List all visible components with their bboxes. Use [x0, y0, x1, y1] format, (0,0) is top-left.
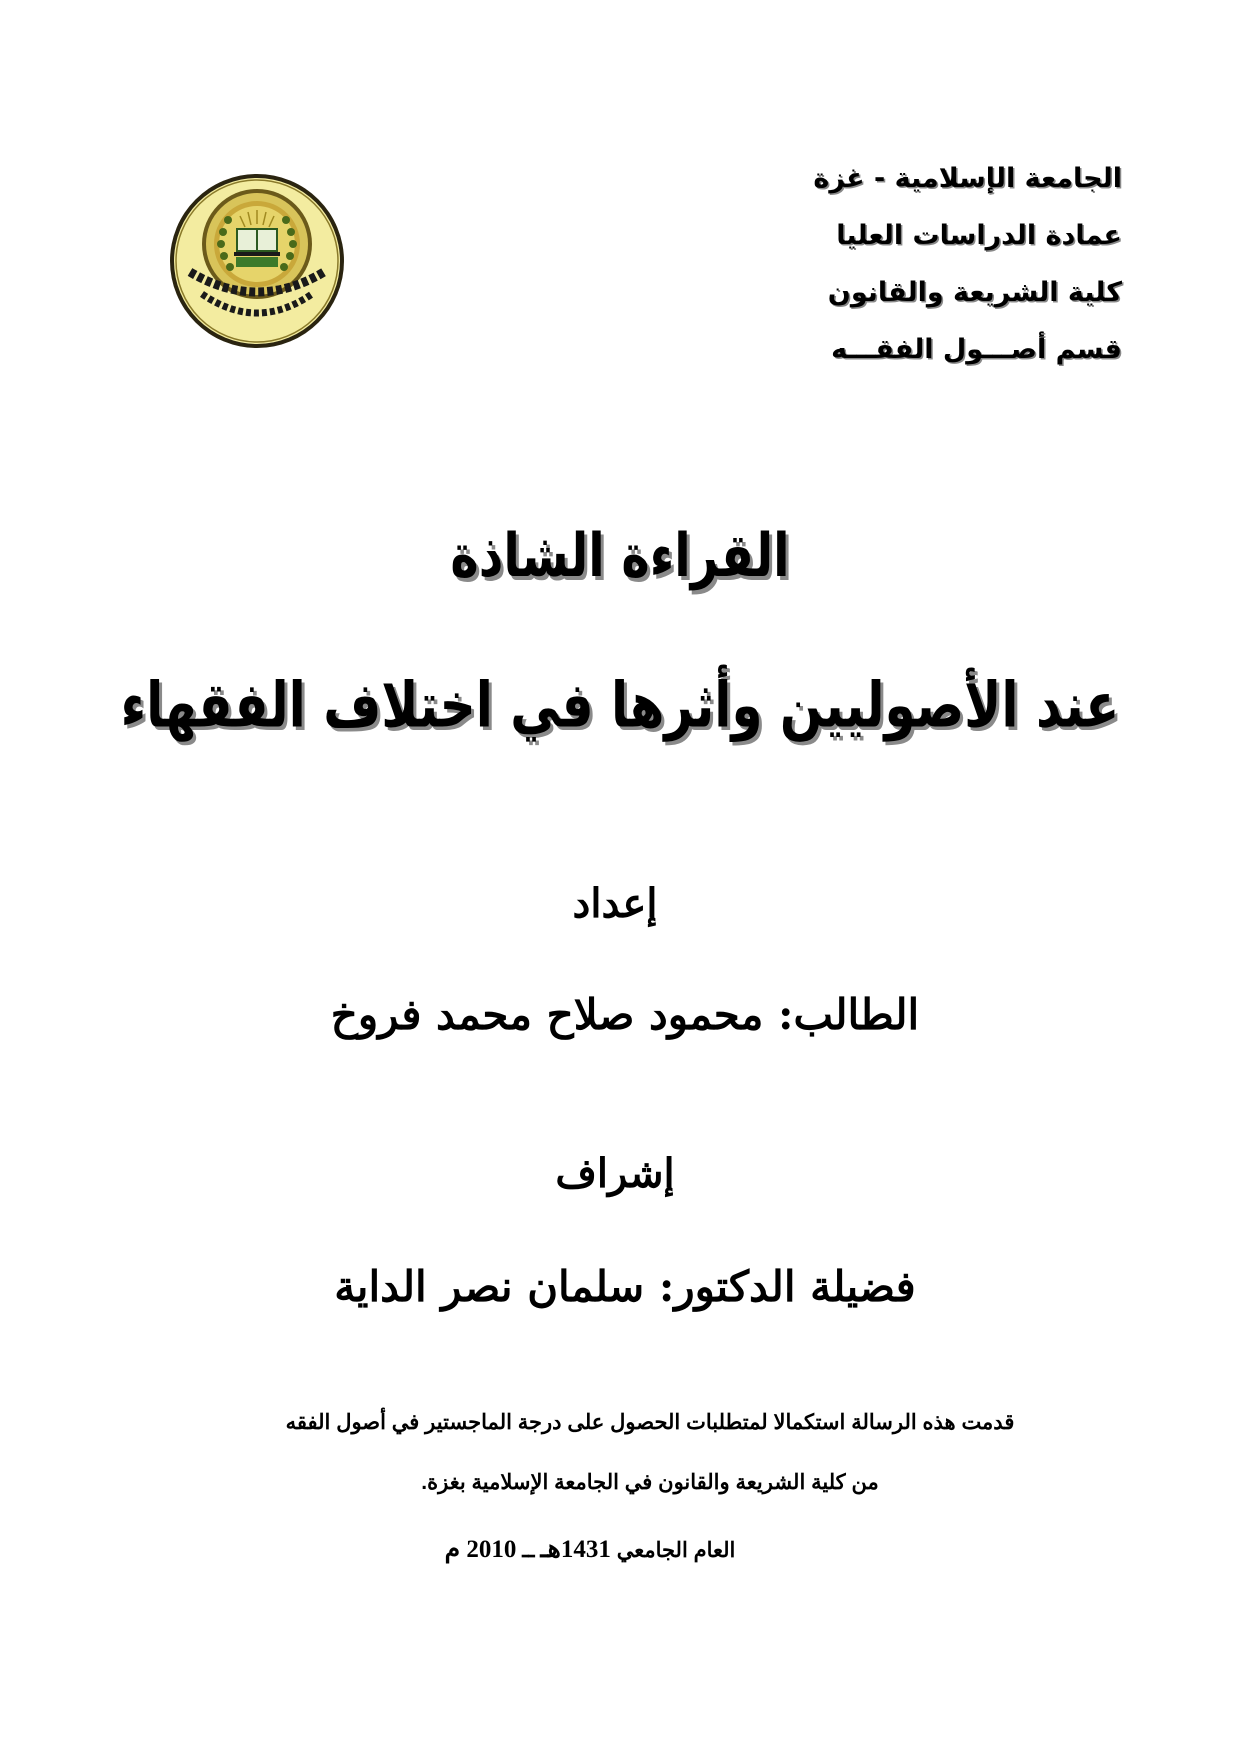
- university-name: الجامعة الإسلامية - غزة: [813, 163, 1122, 194]
- student-name: الطالب: محمود صلاح محمد فروخ: [330, 990, 920, 1039]
- hijri-year: 1431هـ: [540, 1536, 611, 1563]
- department-name: قسم أصـــول الفقـــه: [831, 334, 1122, 365]
- year-separator: ــ: [522, 1539, 535, 1562]
- thesis-title-line-1: القراءة الشاذة: [450, 521, 790, 591]
- submission-note-line-2: من كلية الشريعة والقانون في الجامعة الإسلامية بغزة.: [421, 1471, 879, 1494]
- faculty-name: كلية الشريعة والقانون: [827, 277, 1122, 308]
- submission-note-line-1: قدمت هذه الرسالة استكمالا لمتطلبات الحصول على درجة الماجستير في أصول الفقه: [285, 1411, 1015, 1434]
- academic-year-label: العام الجامعي: [616, 1539, 736, 1562]
- prepared-by-label: إعداد: [572, 880, 658, 927]
- supervision-label: إشراف: [555, 1150, 675, 1197]
- academic-year: [0, 1534, 1210, 1564]
- graduate-studies-deanship: عمادة الدراسات العليا: [836, 220, 1122, 251]
- supervisor-name: فضيلة الدكتور: سلمان نصر الداية: [334, 1262, 916, 1311]
- gregorian-year: 2010 م: [444, 1536, 517, 1563]
- thesis-title-line-2: عند الأصوليين وأثرها في اختلاف الفقهاء: [120, 668, 1120, 742]
- institution-header: [702, 150, 1122, 378]
- university-seal-icon: [168, 172, 346, 350]
